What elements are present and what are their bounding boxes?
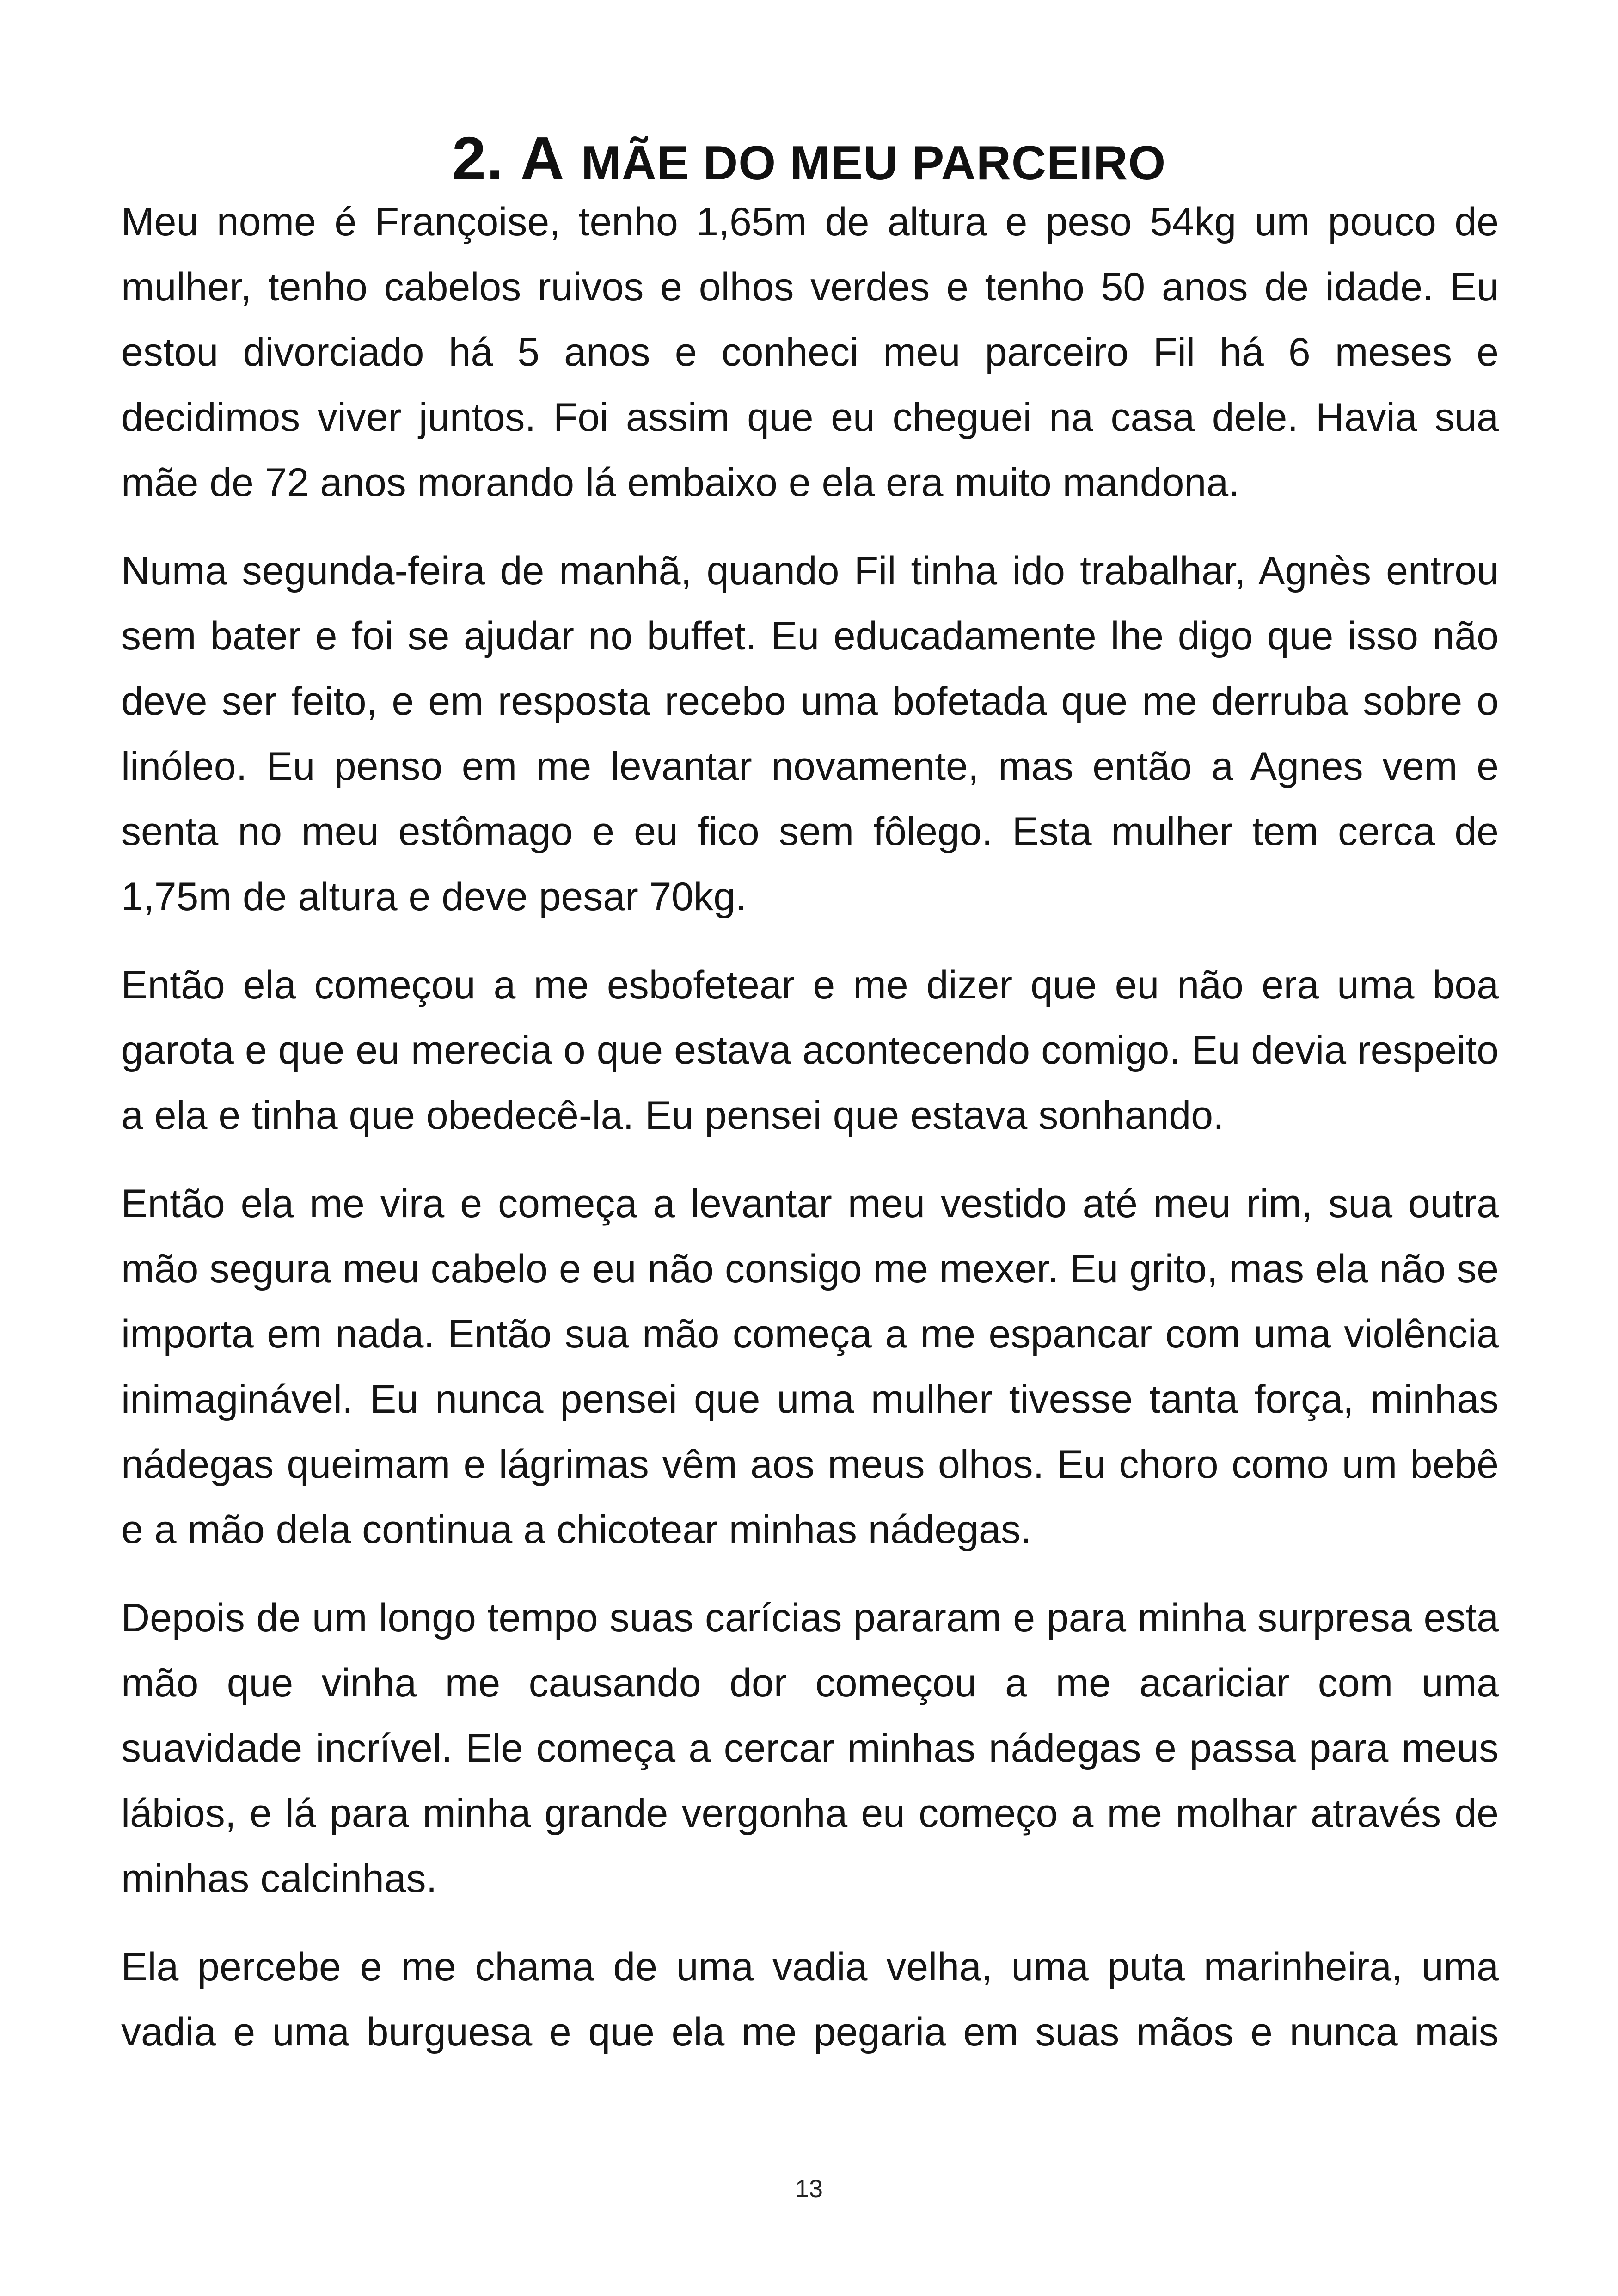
page-number: 13 [795, 2175, 823, 2203]
chapter-body [121, 190, 1499, 2088]
paragraph-2: Numa segunda-feira de manhã, quando Fil tinha ido trabalhar, Agnès entrou sem bater e foi se ajudar no buffet. Eu educadamente lhe digo que isso não deve ser feito, e em resposta recebo uma bofetada que me derruba sobre o linóleo. Eu penso em me levantar novamente, mas então a Agnes vem e senta no meu estômago e eu fico sem fôlego. Esta mulher tem cerca de 1,75m de altura e deve pesar 70kg. [121, 549, 1499, 919]
paragraph-6: Ela percebe e me chama de uma vadia velha, uma puta marinheira, uma vadia e uma burguesa e que ela me pegaria em suas mãos e nunca mais [121, 1945, 1499, 2054]
chapter-title-text: MÃE DO MEU PARCEIRO [581, 136, 1166, 190]
paragraph-5: Depois de um longo tempo suas carícias pararam e para minha surpresa esta mão que vinha me causando dor começou a me acariciar com uma suavidade incrível. Ele começa a cercar minhas nádegas e passa para meus lábios, e lá para minha grande vergonha eu começo a me molhar através de minhas calcinhas. [121, 1596, 1499, 1901]
paragraph-1: Meu nome é Françoise, tenho 1,65m de altura e peso 54kg um pouco de mulher, tenho cabelos ruivos e olhos verdes e tenho 50 anos de idade. Eu estou divorciado há 5 anos e conheci meu parceiro Fil há 6 meses e decidimos viver juntos. Foi assim que eu cheguei na casa dele. Havia sua mãe de 72 anos morando lá embaixo e ela era muito mandona. [121, 200, 1499, 505]
paragraph-3: Então ela começou a me esbofetear e me dizer que eu não era uma boa garota e que eu merecia o que estava acontecendo comigo. Eu devia respeito a ela e tinha que obedecê-la. Eu pensei que estava sonhando. [121, 963, 1499, 1138]
paragraph-4: Então ela me vira e começa a levantar meu vestido até meu rim, sua outra mão segura meu cabelo e eu não consigo me mexer. Eu grito, mas ela não se importa em nada. Então sua mão começa a me espancar com uma violência inimaginável. Eu nunca pensei que uma mulher tivesse tanta força, minhas nádegas queimam e lágrimas vêm aos meus olhos. Eu choro como um bebê e a mão dela continua a chicotear minhas nádegas. [121, 1182, 1499, 1552]
chapter-title [0, 122, 1618, 200]
chapter-number: 2. [452, 124, 504, 193]
chapter-title-initial: A [520, 124, 565, 193]
